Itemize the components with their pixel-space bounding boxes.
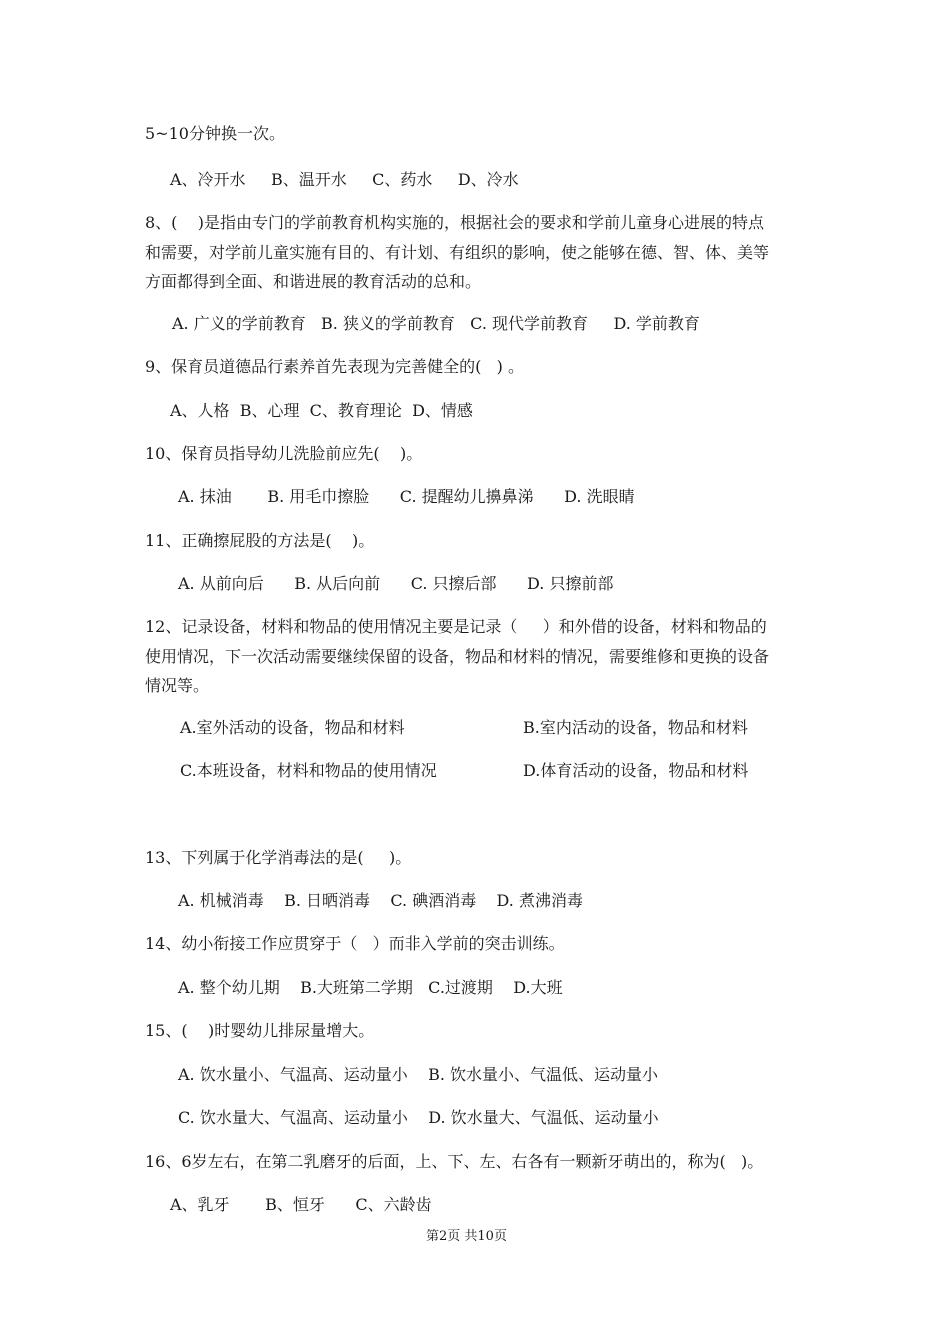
text-line: 和需要，对学前儿童实施有目的、有计划、有组织的影响，使之能够在德、智、体、美等 [145,243,770,262]
text-line: 情况等。 [145,676,210,695]
text-line: 10、保育员指导幼儿洗脸前应先( )。 [145,444,423,463]
text-line: A. 机械消毒 B. 日晒消毒 C. 碘酒消毒 D. 煮沸消毒 [178,891,583,910]
text-line: A.室外活动的设备，物品和材料 [180,718,405,737]
text-line: A、人格 B、心理 C、教育理论 D、情感 [170,401,473,420]
text-line: 13、下列属于化学消毒法的是( )。 [145,848,412,867]
text-line: 5~10分钟换一次。 [145,124,285,143]
text-line: 12、记录设备，材料和物品的使用情况主要是记录（ ）和外借的设备，材料和物品的 [145,617,767,636]
text-line: C.本班设备，材料和物品的使用情况 [180,761,437,780]
page-footer: 第2页 共10页 [426,1229,507,1244]
text-line: 8、( )是指由专门的学前教育机构实施的，根据社会的要求和学前儿童身心进展的特点 [145,213,765,232]
text-line: 11、正确擦屁股的方法是( )。 [145,531,375,550]
text-line: 方面都得到全面、和谐进展的教育活动的总和。 [145,272,482,291]
text-line: C. 饮水量大、气温高、运动量小 D. 饮水量大、气温低、运动量小 [178,1108,659,1127]
text-line: 14、幼小衔接工作应贯穿于（ ）而非入学前的突击训练。 [145,934,565,953]
text-line: 15、( )时婴幼儿排尿量增大。 [145,1021,375,1040]
text-line: 9、保育员道德品行素养首先表现为完善健全的( ) 。 [145,357,525,376]
text-line: A、乳牙 B、恒牙 C、六龄齿 [170,1195,432,1214]
text-line: A. 整个幼儿期 B.大班第二学期 C.过渡期 D.大班 [178,978,563,997]
text-line: D.体育活动的设备，物品和材料 [523,761,749,780]
text-line: A. 广义的学前教育 B. 狭义的学前教育 C. 现代学前教育 D. 学前教育 [172,314,700,333]
text-line: A、冷开水 B、温开水 C、药水 D、冷水 [170,170,519,189]
text-line: 16、6岁左右，在第二乳磨牙的后面，上、下、左、右各有一颗新牙萌出的，称为( )。 [145,1152,764,1171]
text-line: A. 抹油 B. 用毛巾擦脸 C. 提醒幼儿擤鼻涕 D. 洗眼睛 [178,487,635,506]
text-line: A. 饮水量小、气温高、运动量小 B. 饮水量小、气温低、运动量小 [178,1065,659,1084]
text-line: 使用情况，下一次活动需要继续保留的设备，物品和材料的情况，需要维修和更换的设备 [145,647,770,666]
text-line: B.室内活动的设备，物品和材料 [523,718,748,737]
text-line: A. 从前向后 B. 从后向前 C. 只擦后部 D. 只擦前部 [178,574,614,593]
